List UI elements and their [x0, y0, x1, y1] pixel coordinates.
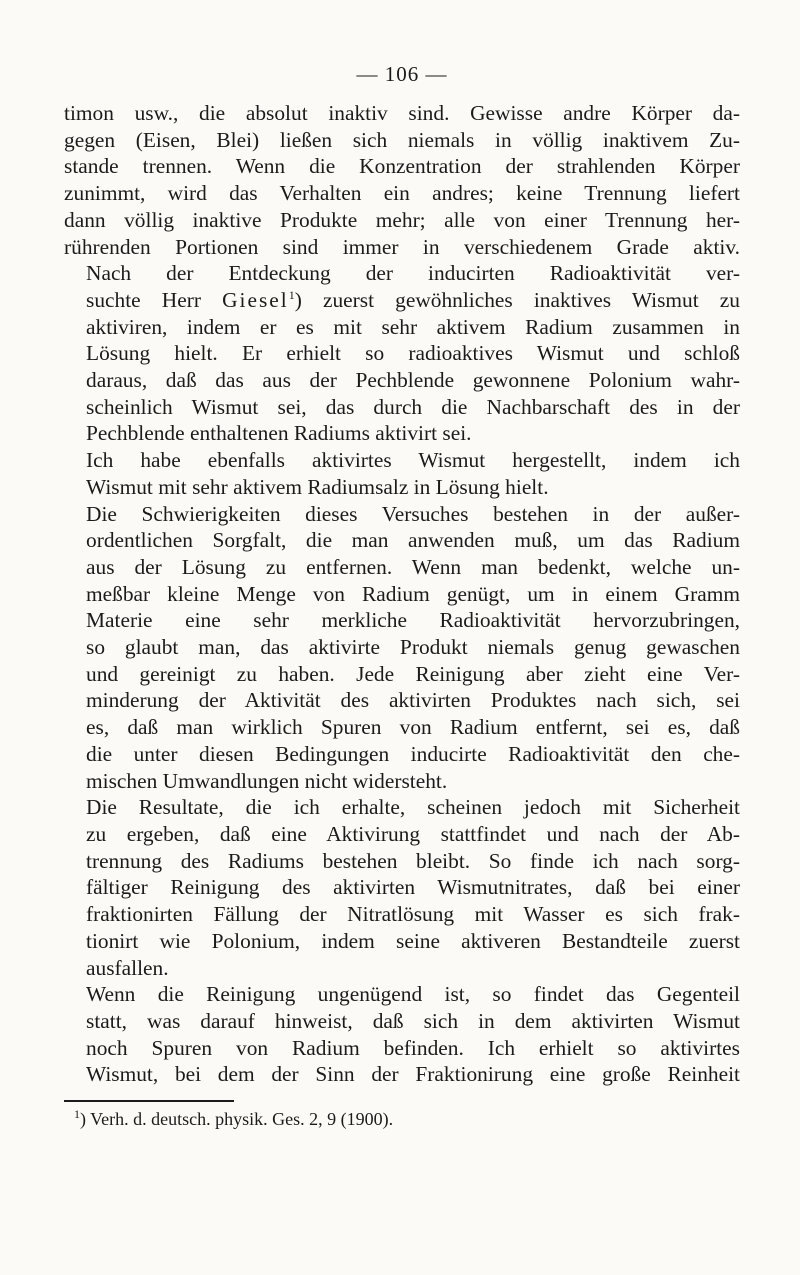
- text-line: timon usw., die absolut inaktiv sind. Gewisse andre Körper da-: [64, 101, 740, 125]
- footnote: [64, 1108, 740, 1130]
- text-line: gegen (Eisen, Blei) ließen sich niemals in völlig inaktivem Zu-: [64, 127, 740, 152]
- text-line: Die Schwierigkeiten dieses Versuches bestehen in der außer-: [86, 501, 740, 526]
- text-line: aktiviren, indem er es mit sehr aktivem Radium zusammen in: [86, 314, 740, 339]
- text-line: minderung der Aktivität des aktivirten Produktes nach sich, sei: [86, 688, 740, 713]
- document-page: [64, 62, 740, 1130]
- text-line: es, daß man wirklich Spuren von Radium entfernt, sei es, daß: [86, 715, 740, 740]
- text-line: so glaubt man, das aktivirte Produkt niemals genug gewaschen: [86, 635, 740, 660]
- text-line: ordentlichen Sorgfalt, die man anwenden muß, um das Radium: [86, 528, 740, 553]
- page-number: — 106 —: [356, 62, 448, 86]
- text-line: scheinlich Wismut sei, das durch die Nachbarschaft des in der: [86, 394, 740, 419]
- text-line: daraus, daß das aus der Pechblende gewonnene Polonium wahr-: [86, 368, 740, 393]
- paragraph-1: [64, 100, 740, 260]
- text-line: trennung des Radiums bestehen bleibt. So finde ich nach sorg-: [86, 848, 740, 873]
- text-fragment: ) zuerst gewöhnliches inaktives Wismut zu: [294, 287, 740, 312]
- text-line: noch Spuren von Radium befinden. Ich erhielt so aktivirtes: [86, 1035, 740, 1060]
- text-line: zu ergeben, daß eine Aktivirung stattfindet und nach der Ab-: [86, 821, 740, 846]
- text-line: dann völlig inaktive Produkte mehr; alle von einer Trennung her-: [64, 207, 740, 232]
- text-line: aus der Lösung zu entfernen. Wenn man bedenkt, welche un-: [86, 554, 740, 579]
- text-line-with-footnote-ref: [64, 287, 740, 314]
- text-line: stande trennen. Wenn die Konzentration der strahlenden Körper: [64, 154, 740, 179]
- author-name: Giesel: [222, 287, 289, 312]
- body-text: [64, 100, 740, 1088]
- text-line: rührenden Portionen sind immer in verschiedenem Grade aktiv.: [64, 234, 740, 259]
- text-line: Materie eine sehr merkliche Radioaktivität hervorzubringen,: [86, 608, 740, 633]
- text-line: Die Resultate, die ich erhalte, scheinen jedoch mit Sicherheit: [86, 795, 740, 820]
- text-fragment: suchte Herr: [86, 287, 223, 312]
- paragraph-5: [64, 794, 740, 981]
- paragraph-2: [64, 260, 740, 447]
- paragraph-6: [64, 981, 740, 1088]
- text-line: zunimmt, wird das Verhalten ein andres; keine Trennung liefert: [64, 181, 740, 206]
- text-line: Pechblende enthaltenen Radiums aktivirt sei.: [86, 421, 472, 446]
- footnote-text: ) Verh. d. deutsch. physik. Ges. 2, 9 (1900).: [80, 1109, 394, 1130]
- paragraph-3: [64, 447, 740, 500]
- text-line: und gereinigt zu haben. Jede Reinigung aber zieht eine Ver-: [86, 661, 740, 686]
- text-line: mischen Umwandlungen nicht widersteht.: [86, 768, 448, 793]
- text-line: Ich habe ebenfalls aktivirtes Wismut hergestellt, indem ich: [86, 448, 740, 473]
- footnote-ref: 1: [288, 287, 295, 302]
- text-line: Nach der Entdeckung der inducirten Radioaktivität ver-: [86, 261, 740, 286]
- paragraph-4: [64, 501, 740, 795]
- text-line: meßbar kleine Menge von Radium genügt, um in einem Gramm: [86, 581, 740, 606]
- text-line: Wismut mit sehr aktivem Radiumsalz in Lösung hielt.: [86, 474, 549, 499]
- text-line: fältiger Reinigung des aktivirten Wismutnitrates, daß bei einer: [86, 875, 740, 900]
- text-line: statt, was darauf hinweist, daß sich in dem aktivirten Wismut: [86, 1008, 740, 1033]
- footnote-mark: 1: [74, 1107, 80, 1122]
- footnote-divider: [64, 1100, 234, 1102]
- text-line: Wismut, bei dem der Sinn der Fraktionirung eine große Reinheit: [86, 1062, 740, 1087]
- text-line: die unter diesen Bedingungen inducirte Radioaktivität den che-: [86, 741, 740, 766]
- text-line: tionirt wie Polonium, indem seine aktiveren Bestandteile zuerst: [86, 928, 740, 953]
- text-line: Lösung hielt. Er erhielt so radioaktives Wismut und schloß: [86, 341, 740, 366]
- text-line: ausfallen.: [86, 955, 169, 980]
- text-line: Wenn die Reinigung ungenügend ist, so findet das Gegenteil: [86, 982, 740, 1007]
- text-line: fraktionirten Fällung der Nitratlösung mit Wasser es sich frak-: [86, 902, 740, 927]
